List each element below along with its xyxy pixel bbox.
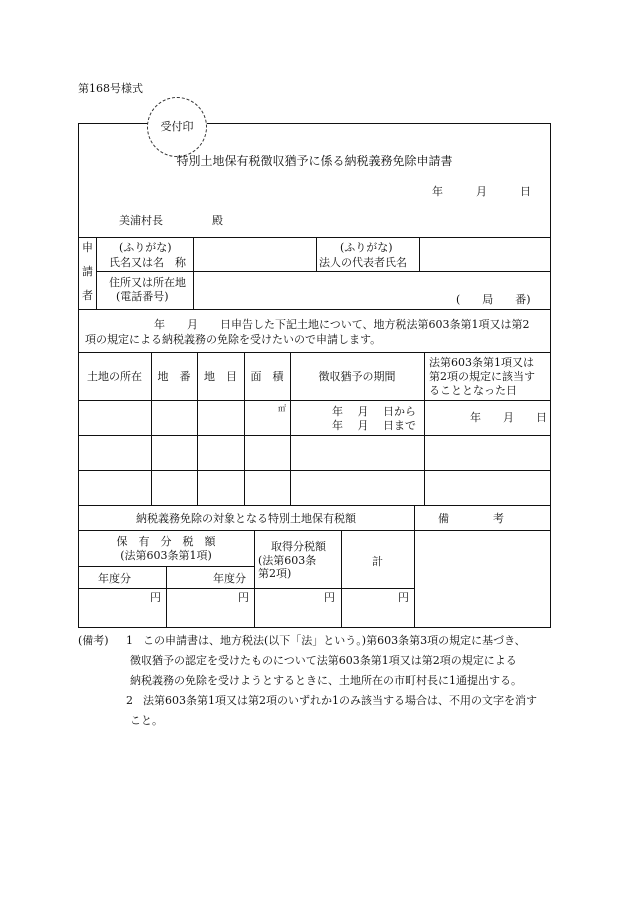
total-label: 計 (372, 555, 383, 568)
furigana-label: (ふりがな) (119, 241, 172, 254)
honorific: 殿 (212, 214, 223, 227)
rule (419, 237, 420, 271)
note-1-num: 1 (126, 634, 133, 647)
name-label: 氏名又は名 称 (109, 256, 186, 269)
rule (254, 530, 255, 628)
rule (78, 309, 551, 310)
address-label: 住所又は所在地 (109, 276, 186, 289)
applicant-label-2: 請 (82, 265, 93, 278)
yen-label: 円 (238, 591, 249, 604)
date-day: 日 (520, 185, 531, 198)
rule (78, 237, 551, 238)
rule (78, 505, 551, 506)
area-unit: ㎡ (278, 404, 286, 413)
note-2-line-1: 法第603条第1項又は第2項のいずれか1のみ該当する場合は、不用の文字を消す (143, 694, 537, 707)
col-lot-number: 地 番 (157, 370, 191, 383)
addressee: 美浦村長 (119, 214, 163, 227)
col-location: 土地の所在 (87, 370, 142, 383)
col-applicable-1: 法第603条第1項又は (429, 356, 534, 369)
note-1-line-1: この申請書は、地方税法(以下「法」という。)第603条第3項の規定に基づき、 (143, 634, 526, 647)
remarks-header: 備 考 (438, 512, 504, 525)
period-from: 年 月 日から (332, 405, 416, 418)
applicable-date: 年 月 日 (470, 411, 547, 424)
year-portion-1: 年度分 (98, 572, 131, 585)
applicant-label-3: 者 (82, 289, 93, 302)
rule (78, 588, 414, 589)
holding-label: 保 有 分 税 額 (116, 535, 216, 548)
phone-label: (電話番号) (116, 290, 169, 303)
rule (166, 566, 167, 628)
rep-furigana-label: (ふりがな) (340, 241, 393, 254)
remarks-field[interactable] (416, 532, 549, 626)
col-area: 面 積 (250, 370, 284, 383)
acq-label-2: (法第603条 (258, 554, 317, 567)
form-title: 特別土地保有税徴収猶予に係る納税義務免除申請書 (176, 154, 453, 168)
representative-field[interactable] (421, 239, 549, 269)
rule (96, 271, 551, 272)
yen-label: 円 (398, 591, 409, 604)
table-row[interactable] (80, 401, 549, 434)
rule (78, 352, 551, 353)
note-2-num: 2 (126, 694, 133, 707)
col-applicable-2: 第2項の規定に該当す (429, 370, 535, 383)
form-number: 第168号様式 (78, 82, 143, 95)
date-month: 月 (476, 185, 487, 198)
stamp-label: 受付印 (160, 120, 194, 133)
rule (78, 530, 551, 531)
rule (193, 237, 194, 309)
reception-stamp-area (147, 97, 207, 157)
rule (414, 505, 415, 628)
period-to: 年 月 日まで (332, 419, 416, 432)
yen-label: 円 (324, 591, 335, 604)
col-applicable-3: ることとなった日 (429, 384, 517, 397)
table-row[interactable] (80, 471, 549, 504)
application-date[interactable] (432, 183, 531, 199)
rep-label: 法人の代表者氏名 (319, 256, 407, 269)
note-1-line-3: 納税義務の免除を受けようとするときに、土地所在の市町村長に1通提出する。 (130, 674, 522, 687)
acq-label-1: 取得分税額 (271, 540, 326, 553)
phone-format: ( 局 番) (456, 293, 531, 306)
notes-prefix: (備考) (78, 634, 109, 647)
applicant-label-1: 申 (82, 241, 93, 254)
col-period: 徴収猶予の期間 (318, 370, 396, 383)
statement-line-1: 年 月 日申告した下記土地について、地方税法第603条第1項又は第2 (154, 318, 530, 331)
date-year: 年 (432, 185, 443, 198)
note-1-line-2: 徴収猶予の認定を受けたものについて法第603条第1項又は第2項の規定による (130, 654, 517, 667)
table-row[interactable] (80, 436, 549, 469)
rule (341, 530, 342, 628)
year-portion-2: 年度分 (213, 572, 246, 585)
rule (316, 237, 317, 271)
note-2-line-2: こと。 (130, 714, 163, 727)
name-field[interactable] (195, 239, 314, 269)
rule (96, 237, 97, 309)
acq-label-3: 第2項) (258, 567, 292, 580)
yen-label: 円 (150, 591, 161, 604)
col-land-category: 地 目 (204, 370, 237, 383)
holding-sub: (法第603条第1項) (120, 549, 212, 562)
statement-line-2: 項の規定による納税義務の免除を受けたいので申請します。 (85, 333, 382, 346)
tax-header: 納税義務免除の対象となる特別土地保有税額 (136, 512, 356, 525)
